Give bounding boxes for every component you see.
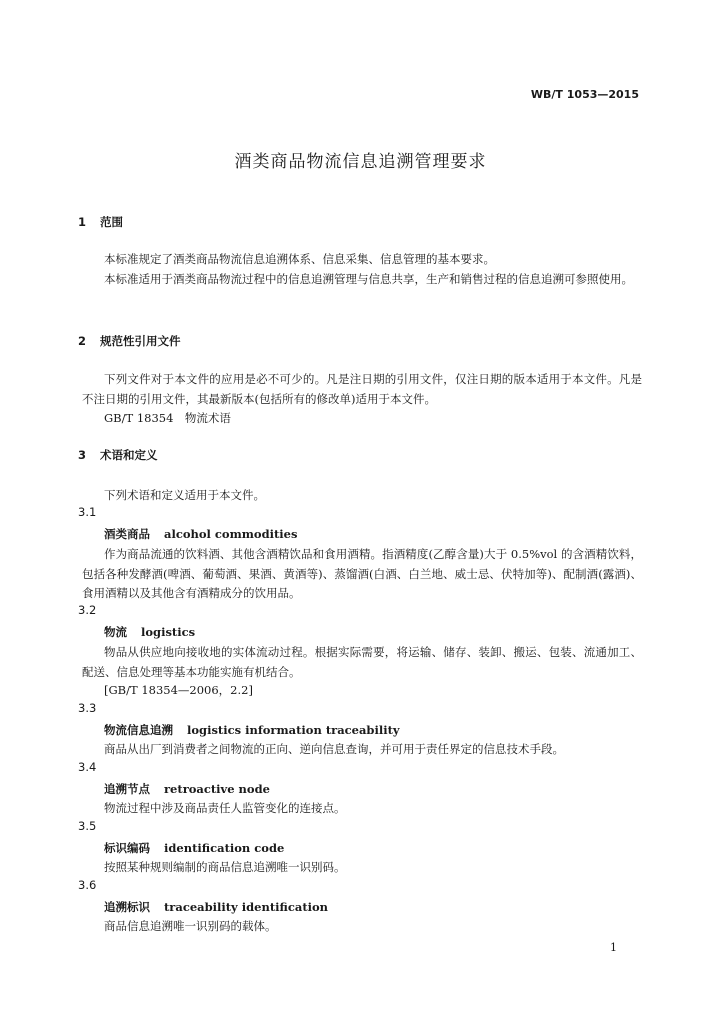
term-zh: 酒类商品 <box>104 527 150 541</box>
term-definition: 物品从供应地向接收地的实体流动过程。根据实际需要，将运输、储存、装卸、搬运、包装、流通加工、配送、信息处理等基本功能实施有机结合。 <box>82 645 642 679</box>
document-title: 酒类商品物流信息追溯管理要求 <box>234 152 487 172</box>
term-en: logistics <box>141 625 196 639</box>
term-number: 3.1 <box>78 505 97 519</box>
section-number: 2 <box>78 334 87 348</box>
term-number: 3.5 <box>78 819 97 833</box>
term-zh: 标识编码 <box>104 841 150 855</box>
term-zh: 物流信息追溯 <box>104 723 173 737</box>
terms-intro: 下列术语和定义适用于本文件。 <box>104 488 265 502</box>
term-en: retroactive node <box>164 782 270 796</box>
normative-paragraph: 下列文件对于本文件的应用是必不可少的。凡是注日期的引用文件，仅注日期的版本适用于本文件。凡是不注日期的引用文件，其最新版本(包括所有的修改单)适用于本文件。 <box>82 372 642 406</box>
standard-code: WB/T 1053—2015 <box>530 88 639 101</box>
section-title: 规范性引用文件 <box>100 334 181 348</box>
page-number: 1 <box>610 941 617 954</box>
term-heading <box>104 781 270 797</box>
term-definition: 商品信息追溯唯一识别码的载体。 <box>104 919 277 933</box>
term-heading <box>104 526 297 542</box>
term-en: traceability identification <box>164 900 329 914</box>
term-en: identification code <box>164 841 285 855</box>
section-number: 3 <box>78 448 87 462</box>
term-definition: 商品从出厂到消费者之间物流的正向、逆向信息查询，并可用于责任界定的信息技术手段。 <box>104 742 564 756</box>
term-definition: 物流过程中涉及商品责任人监管变化的连接点。 <box>104 801 346 815</box>
term-heading <box>104 722 400 738</box>
term-heading <box>104 624 195 640</box>
term-number: 3.6 <box>78 878 97 892</box>
scope-paragraph-2: 本标准适用于酒类商品物流过程中的信息追溯管理与信息共享，生产和销售过程的信息追溯可参照使用。 <box>104 272 633 286</box>
scope-paragraph-1: 本标准规定了酒类商品物流信息追溯体系、信息采集、信息管理的基本要求。 <box>104 252 495 266</box>
term-source: [GB/T 18354—2006，2.2] <box>104 683 253 697</box>
term-zh: 追溯标识 <box>104 900 150 914</box>
section-2-heading <box>78 333 181 349</box>
section-3-heading <box>78 447 158 463</box>
term-heading <box>104 840 284 856</box>
term-definition: 按照某种规则编制的商品信息追溯唯一识别码。 <box>104 860 346 874</box>
section-number: 1 <box>78 215 87 229</box>
section-1-heading <box>78 214 123 230</box>
normative-reference: GB/T 18354 物流术语 <box>104 411 231 425</box>
term-number: 3.4 <box>78 760 97 774</box>
term-zh: 追溯节点 <box>104 782 150 796</box>
section-title: 范围 <box>100 215 123 229</box>
term-number: 3.3 <box>78 701 97 715</box>
term-en: logistics information traceability <box>187 723 400 737</box>
section-title: 术语和定义 <box>100 448 158 462</box>
term-zh: 物流 <box>104 625 127 639</box>
term-heading <box>104 899 328 915</box>
term-en: alcohol commodities <box>164 527 298 541</box>
term-number: 3.2 <box>78 603 97 617</box>
term-definition: 作为商品流通的饮料酒、其他含酒精饮品和食用酒精。指酒精度(乙醇含量)大于 0.5%vol 的含酒精饮料，包括各种发酵酒(啤酒、葡萄酒、果酒、黄酒等)、蒸馏酒(白酒、白兰地、威士忌、伏特加等)、配制酒(露酒)、食用酒精以及其他含有酒精成分的饮用品。 <box>82 547 642 600</box>
